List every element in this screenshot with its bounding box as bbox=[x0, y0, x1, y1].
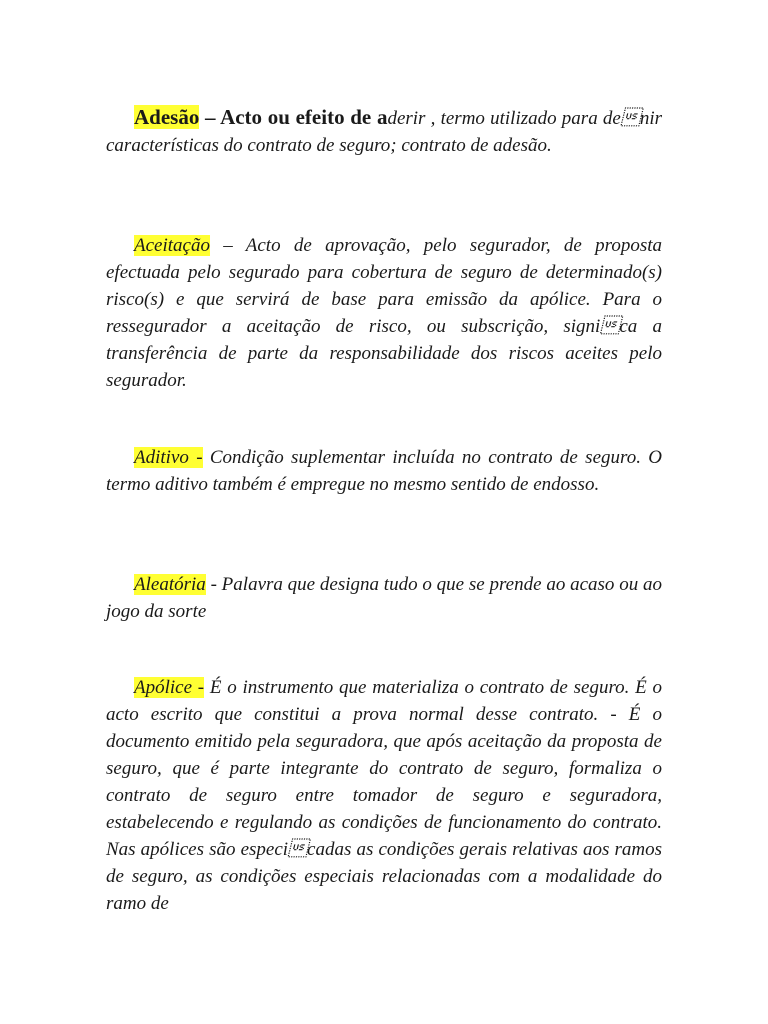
entry-apolice bbox=[106, 674, 662, 917]
term-aditivo: Aditivo - bbox=[134, 447, 203, 468]
definition-adesao: derir , termo utilizado para de nir características do contrato de seguro; contrato de adesão. bbox=[106, 108, 662, 156]
entry-adesao bbox=[106, 104, 662, 159]
term-adesao: Adesão bbox=[134, 105, 200, 129]
entry-aceitacao bbox=[106, 232, 662, 394]
definition-apolice: É o instrumento que materializa o contrato de seguro. É o acto escrito que constitui a prova normal desse contrato. - É o documento emitido pela seguradora, que após aceitação da proposta de seguro, que é parte integrante do contrato de seguro, formaliza o contrato de seguro entre tomador de seguro e seguradora, estabelecendo e regulando as condições de funcionamento do contrato. Nas apólices são especi cadas as condições gerais relativas aos ramos de seguro, as condições especiais relacionadas com a modalidade do ramo de bbox=[106, 677, 662, 914]
lead-adesao: – Acto ou efeito de a bbox=[199, 105, 388, 129]
term-apolice: Apólice - bbox=[134, 677, 205, 698]
definition-aceitacao: – Acto de aprovação, pelo segurador, de proposta efectuada pelo segurado para cobertura de seguro de determinado(s) risco(s) e que servirá de base para emissão da apólice. Para o ressegurador a aceitação de risco, ou subscrição, signi ca a transferência de parte da responsabilidade dos riscos aceites pelo segurador. bbox=[106, 235, 662, 391]
term-aleatoria: Aleatória bbox=[134, 574, 206, 595]
definition-aditivo: Condição suplementar incluída no contrato de seguro. O termo aditivo também é empregue no mesmo sentido de endosso. bbox=[106, 447, 662, 495]
entry-aditivo bbox=[106, 444, 662, 498]
term-aceitacao: Aceitação bbox=[134, 235, 210, 256]
entry-aleatoria bbox=[106, 571, 662, 625]
definition-aleatoria: - Palavra que designa tudo o que se prende ao acaso ou ao jogo da sorte bbox=[106, 574, 662, 622]
